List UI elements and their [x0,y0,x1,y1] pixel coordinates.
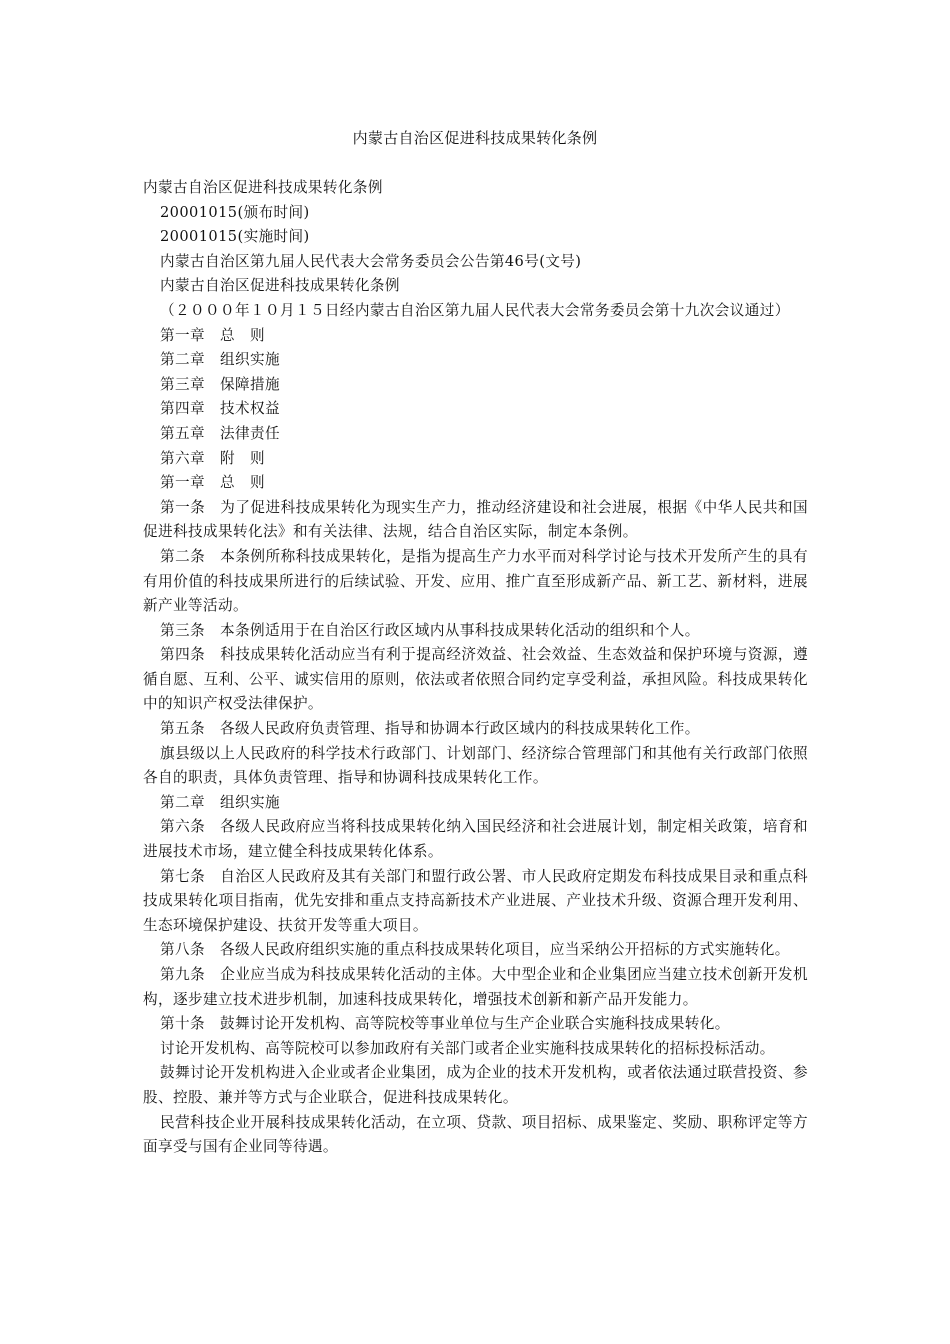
document-title: 内蒙古自治区促进科技成果转化条例 [352,129,598,147]
document-paragraph: 第十条 鼓舞讨论开发机构、高等院校等事业单位与生产企业联合实施科技成果转化。 [160,1015,730,1033]
document-paragraph: 20001015(实施时间) [160,228,310,246]
document-paragraph: （２０００年１０月１５日经内蒙古自治区第九届人民代表大会常务委员会第十九次会议通过） [160,301,790,319]
document-paragraph: 第三章 保障措施 [160,375,280,393]
document-paragraph: 第八条 各级人民政府组织实施的重点科技成果转化项目，应当采纳公开招标的方式实施转化。 [160,941,790,959]
document-paragraph: 第九条 企业应当成为科技成果转化活动的主体。大中型企业和企业集团应当建立技术创新开发机构，逐步建立技术进步机制，加速科技成果转化，增强技术创新和新产品开发能力。 [143,966,808,1008]
document-paragraph: 第五条 各级人民政府负责管理、指导和协调本行政区域内的科技成果转化工作。 [160,720,700,738]
document-paragraph: 旗县级以上人民政府的科学技术行政部门、计划部门、经济综合管理部门和其他有关行政部门依照各自的职责，具体负责管理、指导和协调科技成果转化工作。 [143,744,808,787]
document-paragraph: 第六条 各级人民政府应当将科技成果转化纳入国民经济和社会进展计划，制定相关政策，培育和进展技术市场，建立健全科技成果转化体系。 [143,818,808,861]
document-paragraph: 第七条 自治区人民政府及其有关部门和盟行政公署、市人民政府定期发布科技成果目录和重点科技成果转化项目指南，优先安排和重点支持高新技术产业进展、产业技术升级、资源合理开发利用、生态环境保护建设、扶贫开发等重大项目。 [143,867,808,934]
document-body [143,176,808,1160]
document-paragraph: 第六章 附 则 [160,449,265,467]
document-paragraph: 第一章 总 则 [160,326,265,344]
document-paragraph: 第一章 总 则 [160,474,265,492]
document-paragraph: 第三条 本条例适用于在自治区行政区域内从事科技成果转化活动的组织和个人。 [160,621,700,639]
document-paragraph: 第一条 为了促进科技成果转化为现实生产力，推动经济建设和社会进展，根据《中华人民共和国促进科技成果转化法》和有关法律、法规，结合自治区实际，制定本条例。 [143,498,808,541]
document-paragraph: 鼓舞讨论开发机构进入企业或者企业集团，成为企业的技术开发机构，或者依法通过联营投资、参股、控股、兼并等方式与企业联合，促进科技成果转化。 [143,1064,808,1106]
document-paragraph: 20001015(颁布时间) [160,203,310,221]
document-paragraph: 讨论开发机构、高等院校可以参加政府有关部门或者企业实施科技成果转化的招标投标活动。 [160,1039,775,1057]
document-paragraph: 第五章 法律责任 [160,424,280,442]
document-paragraph: 内蒙古自治区促进科技成果转化条例 [160,277,400,295]
document-paragraph: 第四章 技术权益 [160,400,280,418]
document-paragraph: 第四条 科技成果转化活动应当有利于提高经济效益、社会效益、生态效益和保护环境与资源，遵循自愿、互利、公平、诚实信用的原则，依法或者依照合同约定享受利益，承担风险。科技成果转化中的知识产权受法律保护。 [143,646,808,713]
document-paragraph: 民营科技企业开展科技成果转化活动，在立项、贷款、项目招标、成果鉴定、奖励、职称评定等方面享受与国有企业同等待遇。 [143,1113,808,1156]
document-paragraph: 第二章 组织实施 [160,351,280,369]
document-paragraph: 第二条 本条例所称科技成果转化，是指为提高生产力水平而对科学讨论与技术开发所产生的具有有用价值的科技成果所进行的后续试验、开发、应用、推广直至形成新产品、新工艺、新材料，进展新产业等活动。 [143,547,808,615]
document-paragraph: 内蒙古自治区第九届人民代表大会常务委员会公告第46号(文号) [160,252,582,270]
document-paragraph: 内蒙古自治区促进科技成果转化条例 [143,179,383,196]
document-paragraph: 第二章 组织实施 [160,793,280,811]
